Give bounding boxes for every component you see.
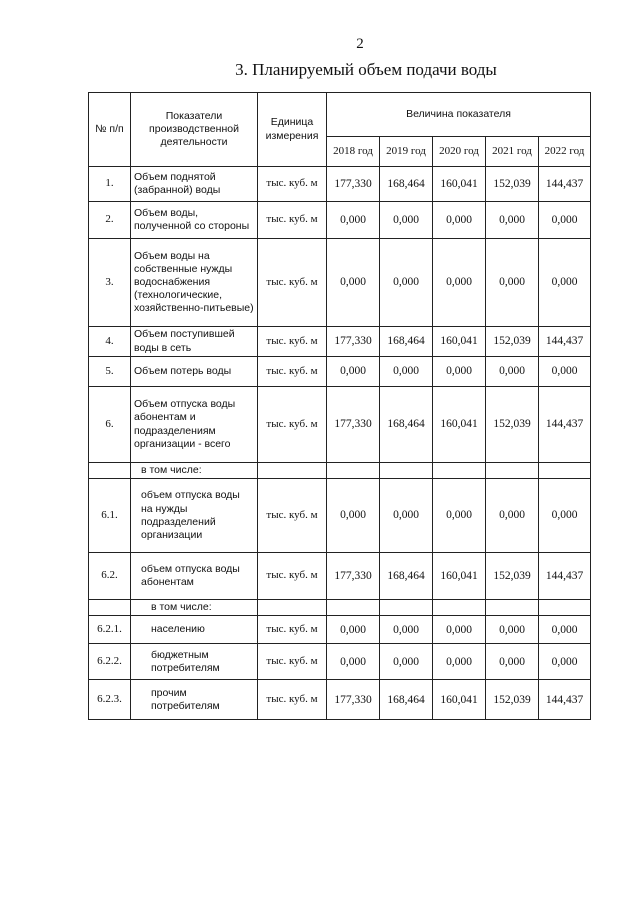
row-value: 160,041 bbox=[433, 387, 486, 463]
row-num: 1. bbox=[89, 167, 131, 202]
row-unit bbox=[258, 600, 327, 616]
header-values-group: Величина показателя bbox=[327, 93, 591, 137]
row-value: 0,000 bbox=[327, 202, 380, 239]
table-row bbox=[89, 479, 591, 553]
row-num: 6. bbox=[89, 387, 131, 463]
row-value: 144,437 bbox=[539, 167, 591, 202]
row-value: 160,041 bbox=[433, 680, 486, 720]
row-value: 0,000 bbox=[539, 616, 591, 644]
row-value: 0,000 bbox=[433, 616, 486, 644]
row-unit: тыс. куб. м bbox=[258, 553, 327, 600]
row-unit: тыс. куб. м bbox=[258, 327, 327, 357]
row-value bbox=[380, 463, 433, 479]
row-num: 6.2.3. bbox=[89, 680, 131, 720]
row-value: 0,000 bbox=[539, 202, 591, 239]
row-unit: тыс. куб. м bbox=[258, 357, 327, 387]
row-value: 0,000 bbox=[433, 357, 486, 387]
row-value: 144,437 bbox=[539, 680, 591, 720]
table-row bbox=[89, 327, 591, 357]
row-unit: тыс. куб. м bbox=[258, 202, 327, 239]
row-value: 0,000 bbox=[486, 644, 539, 680]
row-value bbox=[327, 463, 380, 479]
row-value bbox=[486, 600, 539, 616]
row-value: 0,000 bbox=[327, 616, 380, 644]
row-unit: тыс. куб. м bbox=[258, 239, 327, 327]
row-value bbox=[539, 600, 591, 616]
row-value: 152,039 bbox=[486, 327, 539, 357]
row-value: 0,000 bbox=[486, 479, 539, 553]
table-row bbox=[89, 239, 591, 327]
row-num: 5. bbox=[89, 357, 131, 387]
row-value: 144,437 bbox=[539, 387, 591, 463]
row-value: 0,000 bbox=[380, 479, 433, 553]
row-value: 0,000 bbox=[327, 644, 380, 680]
row-value: 0,000 bbox=[380, 239, 433, 327]
row-value bbox=[486, 463, 539, 479]
header-year: 2022 год bbox=[539, 137, 591, 167]
row-value: 0,000 bbox=[539, 357, 591, 387]
row-value: 152,039 bbox=[486, 167, 539, 202]
header-year: 2018 год bbox=[327, 137, 380, 167]
header-num: № п/п bbox=[89, 93, 131, 167]
row-value: 0,000 bbox=[486, 616, 539, 644]
row-value: 0,000 bbox=[486, 239, 539, 327]
table-row bbox=[89, 680, 591, 720]
water-supply-table bbox=[88, 92, 591, 720]
row-name: в том числе: bbox=[131, 463, 258, 479]
row-unit bbox=[258, 463, 327, 479]
row-value bbox=[327, 600, 380, 616]
row-value: 177,330 bbox=[327, 553, 380, 600]
table-row bbox=[89, 616, 591, 644]
row-name: прочим потребителям bbox=[131, 680, 258, 720]
row-value: 152,039 bbox=[486, 387, 539, 463]
row-name: объем отпуска воды на нужды подразделений организации bbox=[131, 479, 258, 553]
row-name: Объем воды, полученной со стороны bbox=[131, 202, 258, 239]
row-num: 6.2.2. bbox=[89, 644, 131, 680]
row-value: 0,000 bbox=[539, 239, 591, 327]
row-value: 177,330 bbox=[327, 167, 380, 202]
row-name: бюджетным потребителям bbox=[131, 644, 258, 680]
row-value: 0,000 bbox=[486, 202, 539, 239]
header-year: 2019 год bbox=[380, 137, 433, 167]
header-year: 2021 год bbox=[486, 137, 539, 167]
row-value: 160,041 bbox=[433, 553, 486, 600]
page-number: 2 bbox=[356, 36, 364, 52]
row-value: 0,000 bbox=[327, 357, 380, 387]
row-num: 6.1. bbox=[89, 479, 131, 553]
page-title: 3. Планируемый объем подачи воды bbox=[235, 60, 497, 79]
table-row bbox=[89, 167, 591, 202]
table-row bbox=[89, 644, 591, 680]
row-value: 0,000 bbox=[380, 357, 433, 387]
row-num: 4. bbox=[89, 327, 131, 357]
header-unit: Единица измерения bbox=[258, 93, 327, 167]
row-unit: тыс. куб. м bbox=[258, 680, 327, 720]
row-value: 168,464 bbox=[380, 327, 433, 357]
row-name: населению bbox=[131, 616, 258, 644]
table-row bbox=[89, 357, 591, 387]
row-value: 168,464 bbox=[380, 167, 433, 202]
row-value: 0,000 bbox=[380, 644, 433, 680]
row-num bbox=[89, 600, 131, 616]
row-value bbox=[433, 463, 486, 479]
row-value: 0,000 bbox=[380, 616, 433, 644]
table-row bbox=[89, 553, 591, 600]
row-value: 160,041 bbox=[433, 167, 486, 202]
row-value: 168,464 bbox=[380, 387, 433, 463]
row-num: 2. bbox=[89, 202, 131, 239]
row-value: 144,437 bbox=[539, 327, 591, 357]
row-num: 6.2.1. bbox=[89, 616, 131, 644]
row-unit: тыс. куб. м bbox=[258, 387, 327, 463]
row-value: 168,464 bbox=[380, 680, 433, 720]
row-value: 0,000 bbox=[327, 479, 380, 553]
row-value: 160,041 bbox=[433, 327, 486, 357]
row-value: 0,000 bbox=[433, 239, 486, 327]
row-value bbox=[380, 600, 433, 616]
row-value: 168,464 bbox=[380, 553, 433, 600]
row-name: объем отпуска воды абонентам bbox=[131, 553, 258, 600]
row-num: 3. bbox=[89, 239, 131, 327]
row-unit: тыс. куб. м bbox=[258, 479, 327, 553]
table-row bbox=[89, 463, 591, 479]
table-row bbox=[89, 600, 591, 616]
row-unit: тыс. куб. м bbox=[258, 167, 327, 202]
row-value: 0,000 bbox=[380, 202, 433, 239]
header-indicator: Показатели производственной деятельности bbox=[131, 93, 258, 167]
row-value bbox=[539, 463, 591, 479]
table-row bbox=[89, 202, 591, 239]
row-value: 152,039 bbox=[486, 553, 539, 600]
row-name: Объем потерь воды bbox=[131, 357, 258, 387]
row-value: 177,330 bbox=[327, 387, 380, 463]
row-value bbox=[433, 600, 486, 616]
table-row bbox=[89, 387, 591, 463]
row-value: 0,000 bbox=[486, 357, 539, 387]
row-value: 177,330 bbox=[327, 680, 380, 720]
row-value: 0,000 bbox=[433, 202, 486, 239]
row-value: 0,000 bbox=[433, 479, 486, 553]
row-num: 6.2. bbox=[89, 553, 131, 600]
row-value: 0,000 bbox=[327, 239, 380, 327]
row-value: 177,330 bbox=[327, 327, 380, 357]
row-value: 144,437 bbox=[539, 553, 591, 600]
header-year: 2020 год bbox=[433, 137, 486, 167]
row-value: 0,000 bbox=[433, 644, 486, 680]
row-name: Объем отпуска воды абонентам и подразделениям организации - всего bbox=[131, 387, 258, 463]
row-unit: тыс. куб. м bbox=[258, 644, 327, 680]
row-value: 0,000 bbox=[539, 644, 591, 680]
row-unit: тыс. куб. м bbox=[258, 616, 327, 644]
row-value: 0,000 bbox=[539, 479, 591, 553]
row-name: Объем поступившей воды в сеть bbox=[131, 327, 258, 357]
row-value: 152,039 bbox=[486, 680, 539, 720]
row-name: в том числе: bbox=[131, 600, 258, 616]
row-num bbox=[89, 463, 131, 479]
row-name: Объем воды на собственные нужды водоснабжения (технологические, хозяйственно-питьевые) bbox=[131, 239, 258, 327]
row-name: Объем поднятой (забранной) воды bbox=[131, 167, 258, 202]
